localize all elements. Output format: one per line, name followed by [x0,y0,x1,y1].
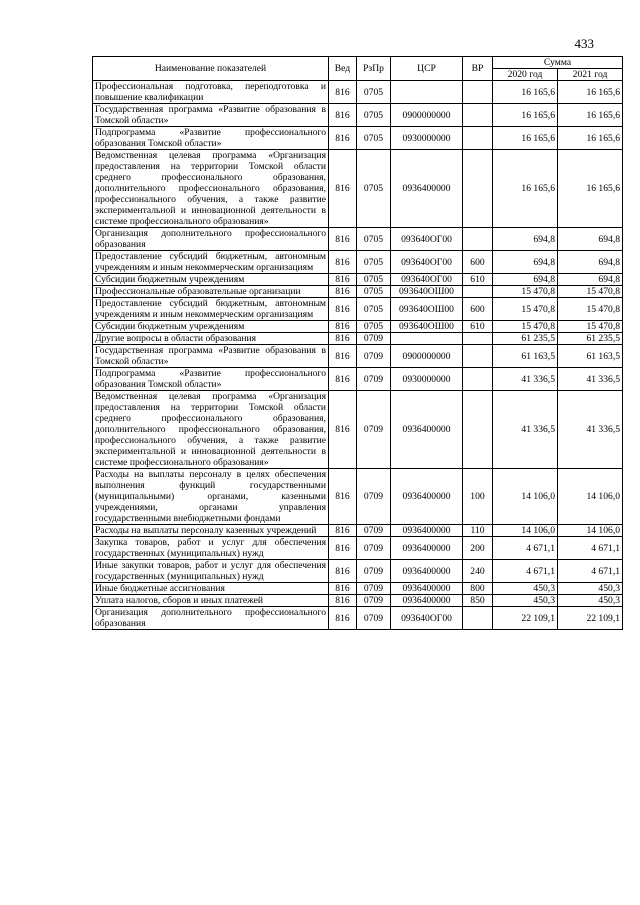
row-sum-2020: 41 336,5 [493,368,558,391]
row-vr [463,150,493,228]
row-sum-2020: 16 165,6 [493,127,558,150]
row-vr [463,286,493,298]
row-vr: 610 [463,274,493,286]
row-name: Иные закупки товаров, работ и услуг для обеспечения государственных (муниципальных) нужд [93,560,329,583]
table-body [93,81,623,630]
row-rzpr: 0709 [357,537,391,560]
row-sum-2020: 4 671,1 [493,560,558,583]
row-rzpr: 0705 [357,127,391,150]
row-csr: 0936400000 [391,537,463,560]
row-ved: 816 [329,537,357,560]
row-sum-2020: 15 470,8 [493,298,558,321]
header-year-2020: 2020 год [493,69,558,81]
table-row [93,251,623,274]
row-ved: 816 [329,368,357,391]
row-name: Ведомственная целевая программа «Организация предоставления на территории Томской области среднего профессионального образования, дополнительного профессионального образования, профессионального обучения, а также развитие экспериментальной и инновационной деятельности в системе профессионального образования» [93,150,329,228]
row-vr: 110 [463,525,493,537]
row-name: Ведомственная целевая программа «Организация предоставления на территории Томской области среднего профессионального образования, дополнительного профессионального образования, профессионального обучения, а также развитие экспериментальной и инновационной деятельности в системе профессионального образования» [93,391,329,469]
table-row [93,525,623,537]
row-rzpr: 0709 [357,560,391,583]
row-sum-2021: 16 165,6 [558,127,623,150]
row-rzpr: 0705 [357,251,391,274]
row-sum-2020: 15 470,8 [493,286,558,298]
row-ved: 816 [329,333,357,345]
row-sum-2021: 14 106,0 [558,525,623,537]
header-csr: ЦСР [391,57,463,81]
row-rzpr: 0705 [357,286,391,298]
row-csr: 093640ОШ00 [391,321,463,333]
table-row [93,298,623,321]
row-ved: 816 [329,104,357,127]
row-sum-2021: 22 109,1 [558,607,623,630]
row-name: Предоставление субсидий бюджетным, автономным учреждениям и иным некоммерческим организациям [93,298,329,321]
row-rzpr: 0705 [357,150,391,228]
row-vr: 600 [463,251,493,274]
row-sum-2021: 16 165,6 [558,81,623,104]
table-row [93,537,623,560]
row-sum-2020: 16 165,6 [493,150,558,228]
table-row [93,321,623,333]
row-vr: 100 [463,469,493,525]
row-sum-2020: 694,8 [493,251,558,274]
row-ved: 816 [329,298,357,321]
row-vr [463,228,493,251]
header-name: Наименование показателей [93,57,329,81]
row-vr [463,607,493,630]
row-vr [463,345,493,368]
row-sum-2020: 14 106,0 [493,469,558,525]
row-sum-2020: 694,8 [493,228,558,251]
table-row [93,583,623,595]
row-name: Предоставление субсидий бюджетным, автономным учреждениям и иным некоммерческим организациям [93,251,329,274]
row-sum-2021: 694,8 [558,228,623,251]
row-vr [463,368,493,391]
row-name: Закупка товаров, работ и услуг для обеспечения государственных (муниципальных) нужд [93,537,329,560]
row-csr [391,81,463,104]
row-name: Организация дополнительного профессионального образования [93,228,329,251]
row-csr: 0936400000 [391,583,463,595]
row-rzpr: 0709 [357,333,391,345]
row-ved: 816 [329,469,357,525]
row-name: Профессиональные образовательные организации [93,286,329,298]
row-vr: 610 [463,321,493,333]
row-rzpr: 0705 [357,298,391,321]
row-csr: 093640ОШ00 [391,298,463,321]
row-csr: 0930000000 [391,368,463,391]
row-csr: 0930000000 [391,127,463,150]
table-row [93,104,623,127]
row-sum-2020: 22 109,1 [493,607,558,630]
row-ved: 816 [329,583,357,595]
row-ved: 816 [329,595,357,607]
table-row [93,228,623,251]
row-ved: 816 [329,345,357,368]
row-rzpr: 0705 [357,81,391,104]
table-row [93,560,623,583]
row-sum-2021: 15 470,8 [558,286,623,298]
row-sum-2021: 15 470,8 [558,321,623,333]
row-name: Организация дополнительного профессионального образования [93,607,329,630]
row-name: Расходы на выплаты персоналу казенных учреждений [93,525,329,537]
row-sum-2021: 16 165,6 [558,150,623,228]
table-row [93,274,623,286]
row-ved: 816 [329,274,357,286]
row-csr: 0900000000 [391,345,463,368]
header-year-2021: 2021 год [558,69,623,81]
row-ved: 816 [329,228,357,251]
row-sum-2021: 61 163,5 [558,345,623,368]
row-csr: 0900000000 [391,104,463,127]
row-sum-2020: 694,8 [493,274,558,286]
row-vr [463,127,493,150]
row-vr: 240 [463,560,493,583]
row-name: Подпрограмма «Развитие профессионального образования Томской области» [93,368,329,391]
row-rzpr: 0709 [357,583,391,595]
row-vr: 800 [463,583,493,595]
row-name: Субсидии бюджетным учреждениям [93,274,329,286]
row-rzpr: 0709 [357,368,391,391]
table-row [93,595,623,607]
row-ved: 816 [329,81,357,104]
row-sum-2020: 450,3 [493,595,558,607]
row-name: Профессиональная подготовка, переподготовка и повышение квалификации [93,81,329,104]
row-ved: 816 [329,286,357,298]
row-sum-2021: 16 165,6 [558,104,623,127]
row-sum-2020: 450,3 [493,583,558,595]
row-name: Иные бюджетные ассигнования [93,583,329,595]
row-sum-2021: 41 336,5 [558,391,623,469]
row-sum-2020: 4 671,1 [493,537,558,560]
row-name: Государственная программа «Развитие образования в Томской области» [93,104,329,127]
row-sum-2021: 4 671,1 [558,560,623,583]
table-row [93,150,623,228]
row-rzpr: 0709 [357,391,391,469]
page-number: 433 [574,36,594,51]
row-vr [463,104,493,127]
row-vr: 850 [463,595,493,607]
budget-table [92,56,623,630]
header-sum: Сумма [493,57,623,69]
row-sum-2020: 61 235,5 [493,333,558,345]
table-row [93,345,623,368]
row-sum-2021: 450,3 [558,583,623,595]
row-name: Расходы на выплаты персоналу в целях обеспечения выполнения функций государственными (муниципальными) органами, казенными учреждениями, органами управления государственными внебюджетными фондами [93,469,329,525]
row-rzpr: 0709 [357,469,391,525]
row-csr: 093640ОГ00 [391,607,463,630]
row-csr: 0936400000 [391,560,463,583]
header-vr: ВР [463,57,493,81]
row-rzpr: 0705 [357,321,391,333]
row-sum-2020: 15 470,8 [493,321,558,333]
row-csr: 0936400000 [391,525,463,537]
row-rzpr: 0709 [357,595,391,607]
row-rzpr: 0709 [357,345,391,368]
row-csr: 0936400000 [391,469,463,525]
row-ved: 816 [329,251,357,274]
table-row [93,333,623,345]
row-csr: 0936400000 [391,391,463,469]
row-sum-2021: 14 106,0 [558,469,623,525]
row-ved: 816 [329,391,357,469]
table-row [93,127,623,150]
row-rzpr: 0709 [357,607,391,630]
table-row [93,368,623,391]
row-sum-2021: 15 470,8 [558,298,623,321]
row-sum-2020: 41 336,5 [493,391,558,469]
table-row [93,391,623,469]
row-sum-2020: 14 106,0 [493,525,558,537]
table-row [93,469,623,525]
row-vr [463,81,493,104]
row-sum-2020: 61 163,5 [493,345,558,368]
row-sum-2021: 694,8 [558,251,623,274]
row-ved: 816 [329,321,357,333]
row-ved: 816 [329,525,357,537]
row-rzpr: 0709 [357,525,391,537]
row-rzpr: 0705 [357,104,391,127]
row-csr: 093640ОШ00 [391,286,463,298]
row-name: Субсидии бюджетным учреждениям [93,321,329,333]
row-sum-2021: 41 336,5 [558,368,623,391]
row-sum-2021: 4 671,1 [558,537,623,560]
row-ved: 816 [329,150,357,228]
row-vr [463,391,493,469]
row-csr [391,333,463,345]
row-csr: 093640ОГ00 [391,274,463,286]
row-ved: 816 [329,607,357,630]
row-name: Государственная программа «Развитие образования в Томской области» [93,345,329,368]
row-ved: 816 [329,127,357,150]
row-rzpr: 0705 [357,228,391,251]
row-vr: 200 [463,537,493,560]
row-csr: 093640ОГ00 [391,251,463,274]
row-sum-2021: 450,3 [558,595,623,607]
row-sum-2021: 61 235,5 [558,333,623,345]
row-vr [463,333,493,345]
row-csr: 093640ОГ00 [391,228,463,251]
row-csr: 0936400000 [391,150,463,228]
table-row [93,607,623,630]
table-row [93,286,623,298]
row-rzpr: 0705 [357,274,391,286]
table-row [93,81,623,104]
row-vr: 600 [463,298,493,321]
row-sum-2020: 16 165,6 [493,104,558,127]
header-ved: Вед [329,57,357,81]
row-csr: 0936400000 [391,595,463,607]
row-sum-2020: 16 165,6 [493,81,558,104]
row-name: Другие вопросы в области образования [93,333,329,345]
header-rzpr: РзПр [357,57,391,81]
row-name: Уплата налогов, сборов и иных платежей [93,595,329,607]
row-ved: 816 [329,560,357,583]
row-sum-2021: 694,8 [558,274,623,286]
row-name: Подпрограмма «Развитие профессионального образования Томской области» [93,127,329,150]
